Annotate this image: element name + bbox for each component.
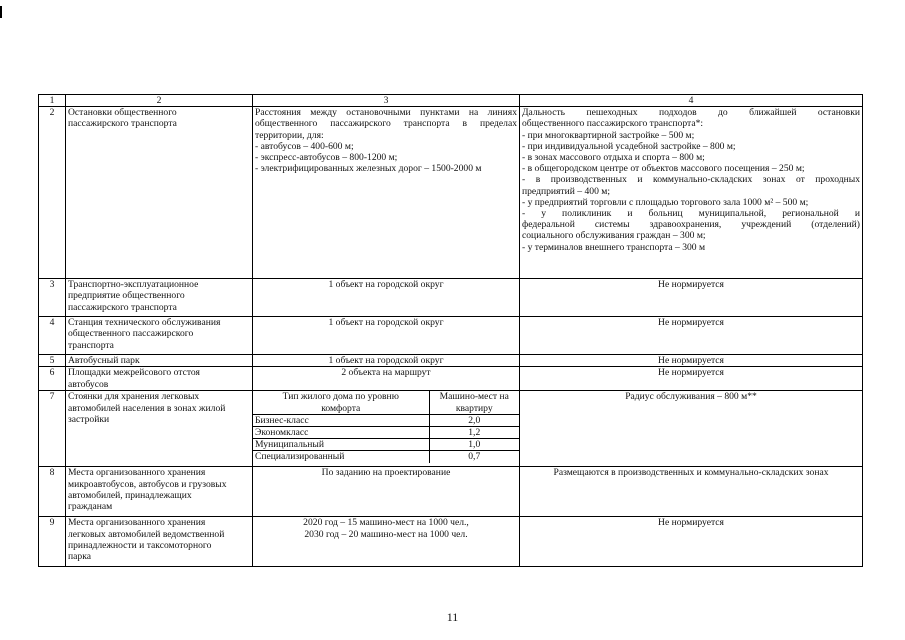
accessibility-cell: Размещаются в производственных и коммунально-складских зонах [520,467,863,517]
norm-cell: 2020 год – 15 машино-мест на 1000 чел., 2030 год – 20 машино-мест на 1000 чел. [253,517,520,567]
table-row [39,279,863,317]
object-name: Стоянки для хранения легковых автомобилей населения в зонах жилой застройки [66,391,253,467]
subtable-row [253,451,519,463]
housing-type: Муниципальный [253,439,429,451]
scan-edge-mark [0,6,2,18]
row-number: 5 [39,355,66,367]
row-number: 2 [39,107,66,279]
accessibility-cell: Не нормируется [520,355,863,367]
norms-table [38,94,863,567]
accessibility-cell: Не нормируется [520,317,863,355]
header-col-4: 4 [520,95,863,107]
page-number: 11 [446,610,459,624]
accessibility-cell: Не нормируется [520,367,863,391]
housing-type: Бизнес-класс [253,414,429,426]
object-name: Места организованного хранения легковых автомобилей ведомственной принадлежности и таксомоторного парка [66,517,253,567]
object-name: Автобусный парк [66,355,253,367]
object-name: Площадки межрейсового отстоя автобусов [66,367,253,391]
norm-cell: 1 объект на городской округ [253,279,520,317]
row-number: 4 [39,317,66,355]
table-row [39,517,863,567]
object-name: Места организованного хранения микроавтобусов, автобусов и грузовых автомобилей, принадлежащих гражданам [66,467,253,517]
spaces-header: Машино-мест на квартиру [429,391,519,414]
row-number: 3 [39,279,66,317]
row-number: 6 [39,367,66,391]
table-row [39,107,863,279]
spaces-value: 1,2 [429,427,519,439]
norm-cell: По заданию на проектирование [253,467,520,517]
object-name: Остановки общественного пассажирского транспорта [66,107,253,279]
parking-norms-cell [253,391,520,467]
table-row [39,355,863,367]
table-row [39,391,863,467]
parking-norms-subtable [253,391,519,462]
spaces-value: 2,0 [429,414,519,426]
subtable-row [253,414,519,426]
header-col-2: 2 [66,95,253,107]
row-number: 9 [39,517,66,567]
spaces-value: 0,7 [429,451,519,463]
subtable-row [253,427,519,439]
housing-type: Специализированный [253,451,429,463]
norm-cell: 2 объекта на маршрут [253,367,520,391]
subtable-header [253,391,519,414]
row-number: 8 [39,467,66,517]
row-number: 7 [39,391,66,467]
object-name: Транспортно-эксплуатационное предприятие общественного пассажирского транспорта [66,279,253,317]
table-row [39,467,863,517]
norm-cell: Расстояния между остановочными пунктами на линиях общественного пассажирского транспорта в пределах территории, для: - автобусов – 400-600 м; - экспресс-автобусов – 800-1200 м; - электрифицированных железных дорог – 1500-2000 м [253,107,520,279]
accessibility-cell: Не нормируется [520,279,863,317]
table-row [39,367,863,391]
header-col-3: 3 [253,95,520,107]
subtable-row [253,439,519,451]
table-header-row [39,95,863,107]
header-col-1: 1 [39,95,66,107]
object-name: Станция технического обслуживания общественного пассажирского транспорта [66,317,253,355]
accessibility-cell: Дальность пешеходных подходов до ближайшей остановки общественного пассажирского транспорта*: - при многоквартирной застройке – 500 м; - при индивидуальной усадебной застройке – 800 м; - в зонах массового отдыха и спорта – 800 м; - в общегородском центре от объектов массового посещения – 250 м; - в производственных и коммунально-складских зонах от проходных предприятий – 400 м; - у предприятий торговли с площадью торгового зала 1000 м² – 500 м; - у поликлиник и больниц муниципальной, региональной и федеральной системы здравоохранения, учреждений (отделений) социального обслуживания граждан – 300 м; - у терминалов внешнего транспорта – 300 м [520,107,863,279]
accessibility-cell: Не нормируется [520,517,863,567]
accessibility-cell: Радиус обслуживания – 800 м** [520,391,863,467]
table-row [39,317,863,355]
housing-type: Экономкласс [253,427,429,439]
spaces-value: 1,0 [429,439,519,451]
norm-cell: 1 объект на городской округ [253,355,520,367]
norm-cell: 1 объект на городской округ [253,317,520,355]
housing-type-header: Тип жилого дома по уровню комфорта [253,391,429,414]
